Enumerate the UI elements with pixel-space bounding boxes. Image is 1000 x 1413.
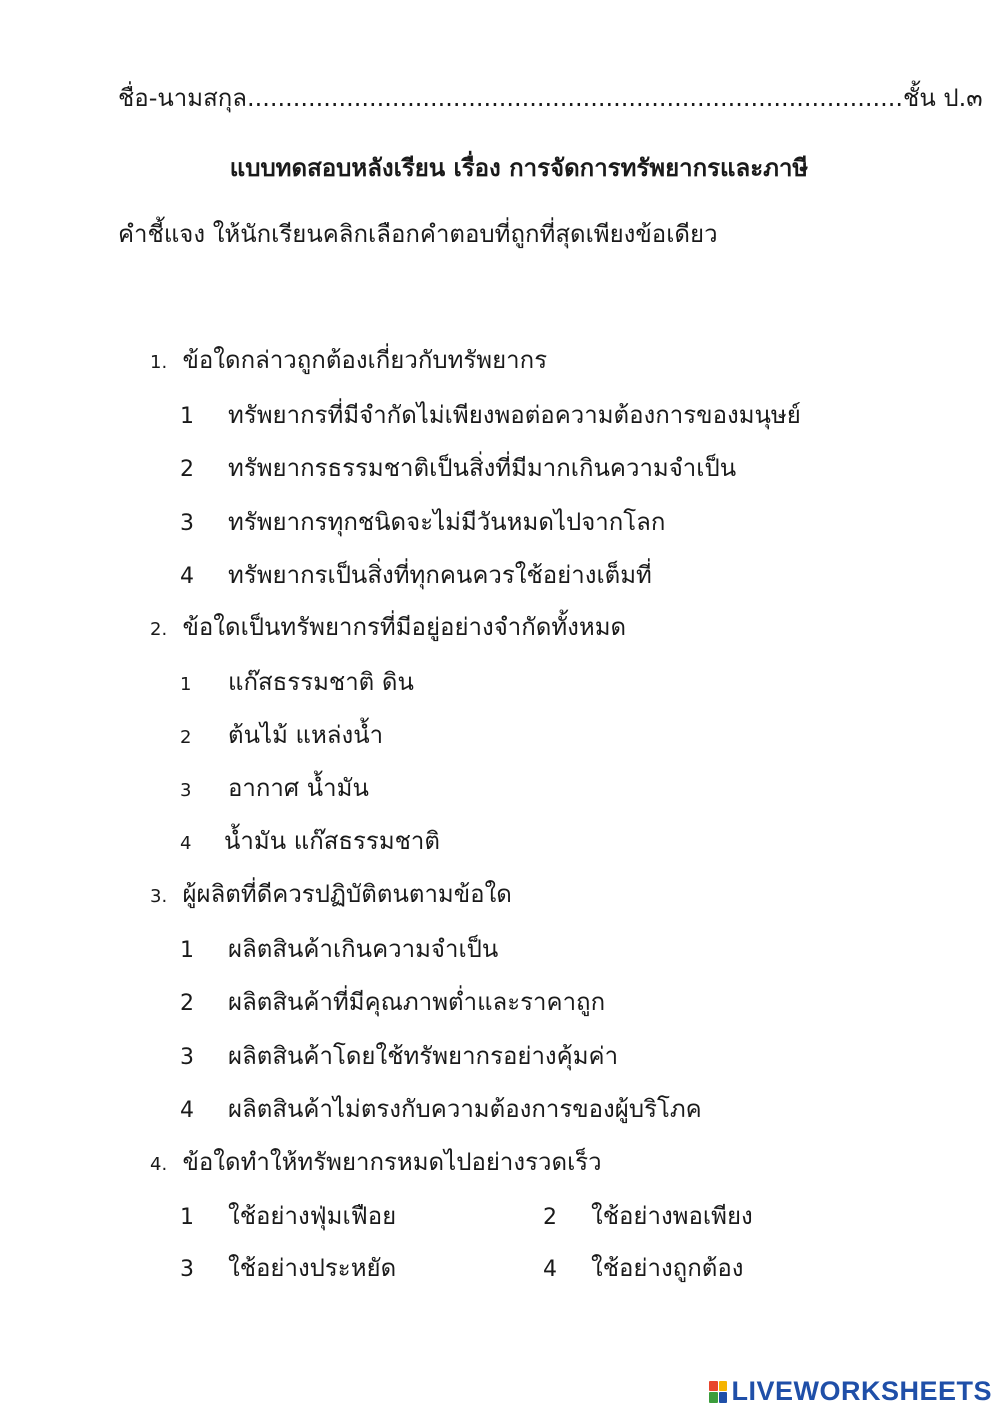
question-text: ข้อใดเป็นทรัพยากรที่มีอยู่อย่างจำกัดทั้งหมด <box>182 613 627 641</box>
option-text: ทรัพยากรที่มีจำกัดไม่เพียงพอต่อความต้องการของมนุษย์ <box>228 401 801 429</box>
name-label: ชื่อ-นามสกุล <box>118 84 247 112</box>
question-4 <box>150 1142 602 1181</box>
option-number: 4 <box>180 1098 194 1123</box>
q3-option-3[interactable] <box>180 1036 618 1075</box>
q3-option-1[interactable] <box>180 929 498 968</box>
q1-option-1[interactable] <box>180 395 801 434</box>
option-text: ใช้อย่างพอเพียง <box>591 1202 753 1230</box>
option-text: ใช้อย่างถูกต้อง <box>591 1254 744 1282</box>
question-number: 3. <box>150 886 168 907</box>
option-number: 4 <box>543 1257 557 1282</box>
option-text: ทรัพยากรธรรมชาติเป็นสิ่งที่มีมากเกินความจำเป็น <box>228 454 737 482</box>
logo-square-3 <box>709 1392 718 1403</box>
option-number: 4 <box>180 833 192 854</box>
option-number: 1 <box>180 1205 194 1230</box>
q1-option-4[interactable] <box>180 555 652 594</box>
name-blank[interactable]: ...................................................................................... <box>246 84 904 112</box>
q2-option-1[interactable] <box>180 662 414 701</box>
question-number: 1. <box>150 352 168 373</box>
q2-option-2[interactable] <box>180 715 383 754</box>
q4-option-4[interactable] <box>543 1248 743 1287</box>
liveworksheets-logo-icon <box>709 1381 727 1403</box>
option-text: ผลิตสินค้าโดยใช้ทรัพยากรอย่างคุ้มค่า <box>228 1042 619 1070</box>
option-text: น้ำมัน แก๊สธรรมชาติ <box>224 827 440 855</box>
grade-label: ชั้น ป.๓ <box>903 84 983 112</box>
q2-option-4[interactable] <box>180 821 440 860</box>
option-number: 3 <box>180 1045 194 1070</box>
q1-option-3[interactable] <box>180 502 665 541</box>
q4-option-1[interactable] <box>180 1196 396 1235</box>
question-number: 2. <box>150 619 168 640</box>
option-text: ใช้อย่างฟุ่มเฟือย <box>228 1202 397 1230</box>
instruction-text: คำชี้แจง ให้นักเรียนคลิกเลือกคำตอบที่ถูกที่สุดเพียงข้อเดียว <box>118 220 718 248</box>
option-text: อากาศ น้ำมัน <box>228 774 369 802</box>
question-number: 4. <box>150 1154 168 1175</box>
name-line <box>118 78 983 117</box>
option-number: 3 <box>180 511 194 536</box>
logo-square-1 <box>709 1381 718 1392</box>
liveworksheets-logo[interactable] <box>709 1376 992 1407</box>
q4-option-2[interactable] <box>543 1196 753 1235</box>
option-number: 1 <box>180 674 192 695</box>
question-text: ข้อใดกล่าวถูกต้องเกี่ยวกับทรัพยากร <box>182 346 548 374</box>
question-3 <box>150 874 512 913</box>
option-number: 3 <box>180 1257 194 1282</box>
option-number: 2 <box>180 727 192 748</box>
option-text: ทรัพยากรทุกชนิดจะไม่มีวันหมดไปจากโลก <box>228 508 666 536</box>
option-text: ผลิตสินค้าที่มีคุณภาพต่ำและราคาถูก <box>228 988 606 1016</box>
question-1 <box>150 340 547 379</box>
option-text: แก๊สธรรมชาติ ดิน <box>228 668 414 696</box>
question-2 <box>150 607 626 646</box>
q1-option-2[interactable] <box>180 448 736 487</box>
option-text: ใช้อย่างประหยัด <box>228 1254 397 1282</box>
option-number: 2 <box>180 991 194 1016</box>
page-title: แบบทดสอบหลังเรียน เรื่อง การจัดการทรัพยากรและภาษี <box>229 154 809 182</box>
logo-square-4 <box>719 1392 728 1403</box>
option-text: ต้นไม้ แหล่งน้ำ <box>228 721 384 749</box>
q3-option-4[interactable] <box>180 1089 702 1128</box>
q2-option-3[interactable] <box>180 768 369 807</box>
option-number: 1 <box>180 938 194 963</box>
option-number: 2 <box>180 457 194 482</box>
question-text: ผู้ผลิตที่ดีควรปฏิบัติตนตามข้อใด <box>182 880 512 908</box>
q3-option-2[interactable] <box>180 982 605 1021</box>
question-text: ข้อใดทำให้ทรัพยากรหมดไปอย่างรวดเร็ว <box>182 1148 602 1176</box>
q4-option-3[interactable] <box>180 1248 396 1287</box>
option-text: ผลิตสินค้าไม่ตรงกับความต้องการของผู้บริโภค <box>228 1095 702 1123</box>
option-number: 4 <box>180 564 194 589</box>
logo-text: LIVEWORKSHEETS <box>731 1376 992 1406</box>
option-text: ทรัพยากรเป็นสิ่งที่ทุกคนควรใช้อย่างเต็มที่ <box>228 561 652 589</box>
logo-square-2 <box>719 1381 728 1392</box>
option-number: 2 <box>543 1205 557 1230</box>
option-text: ผลิตสินค้าเกินความจำเป็น <box>228 935 499 963</box>
option-number: 1 <box>180 404 194 429</box>
option-number: 3 <box>180 780 192 801</box>
